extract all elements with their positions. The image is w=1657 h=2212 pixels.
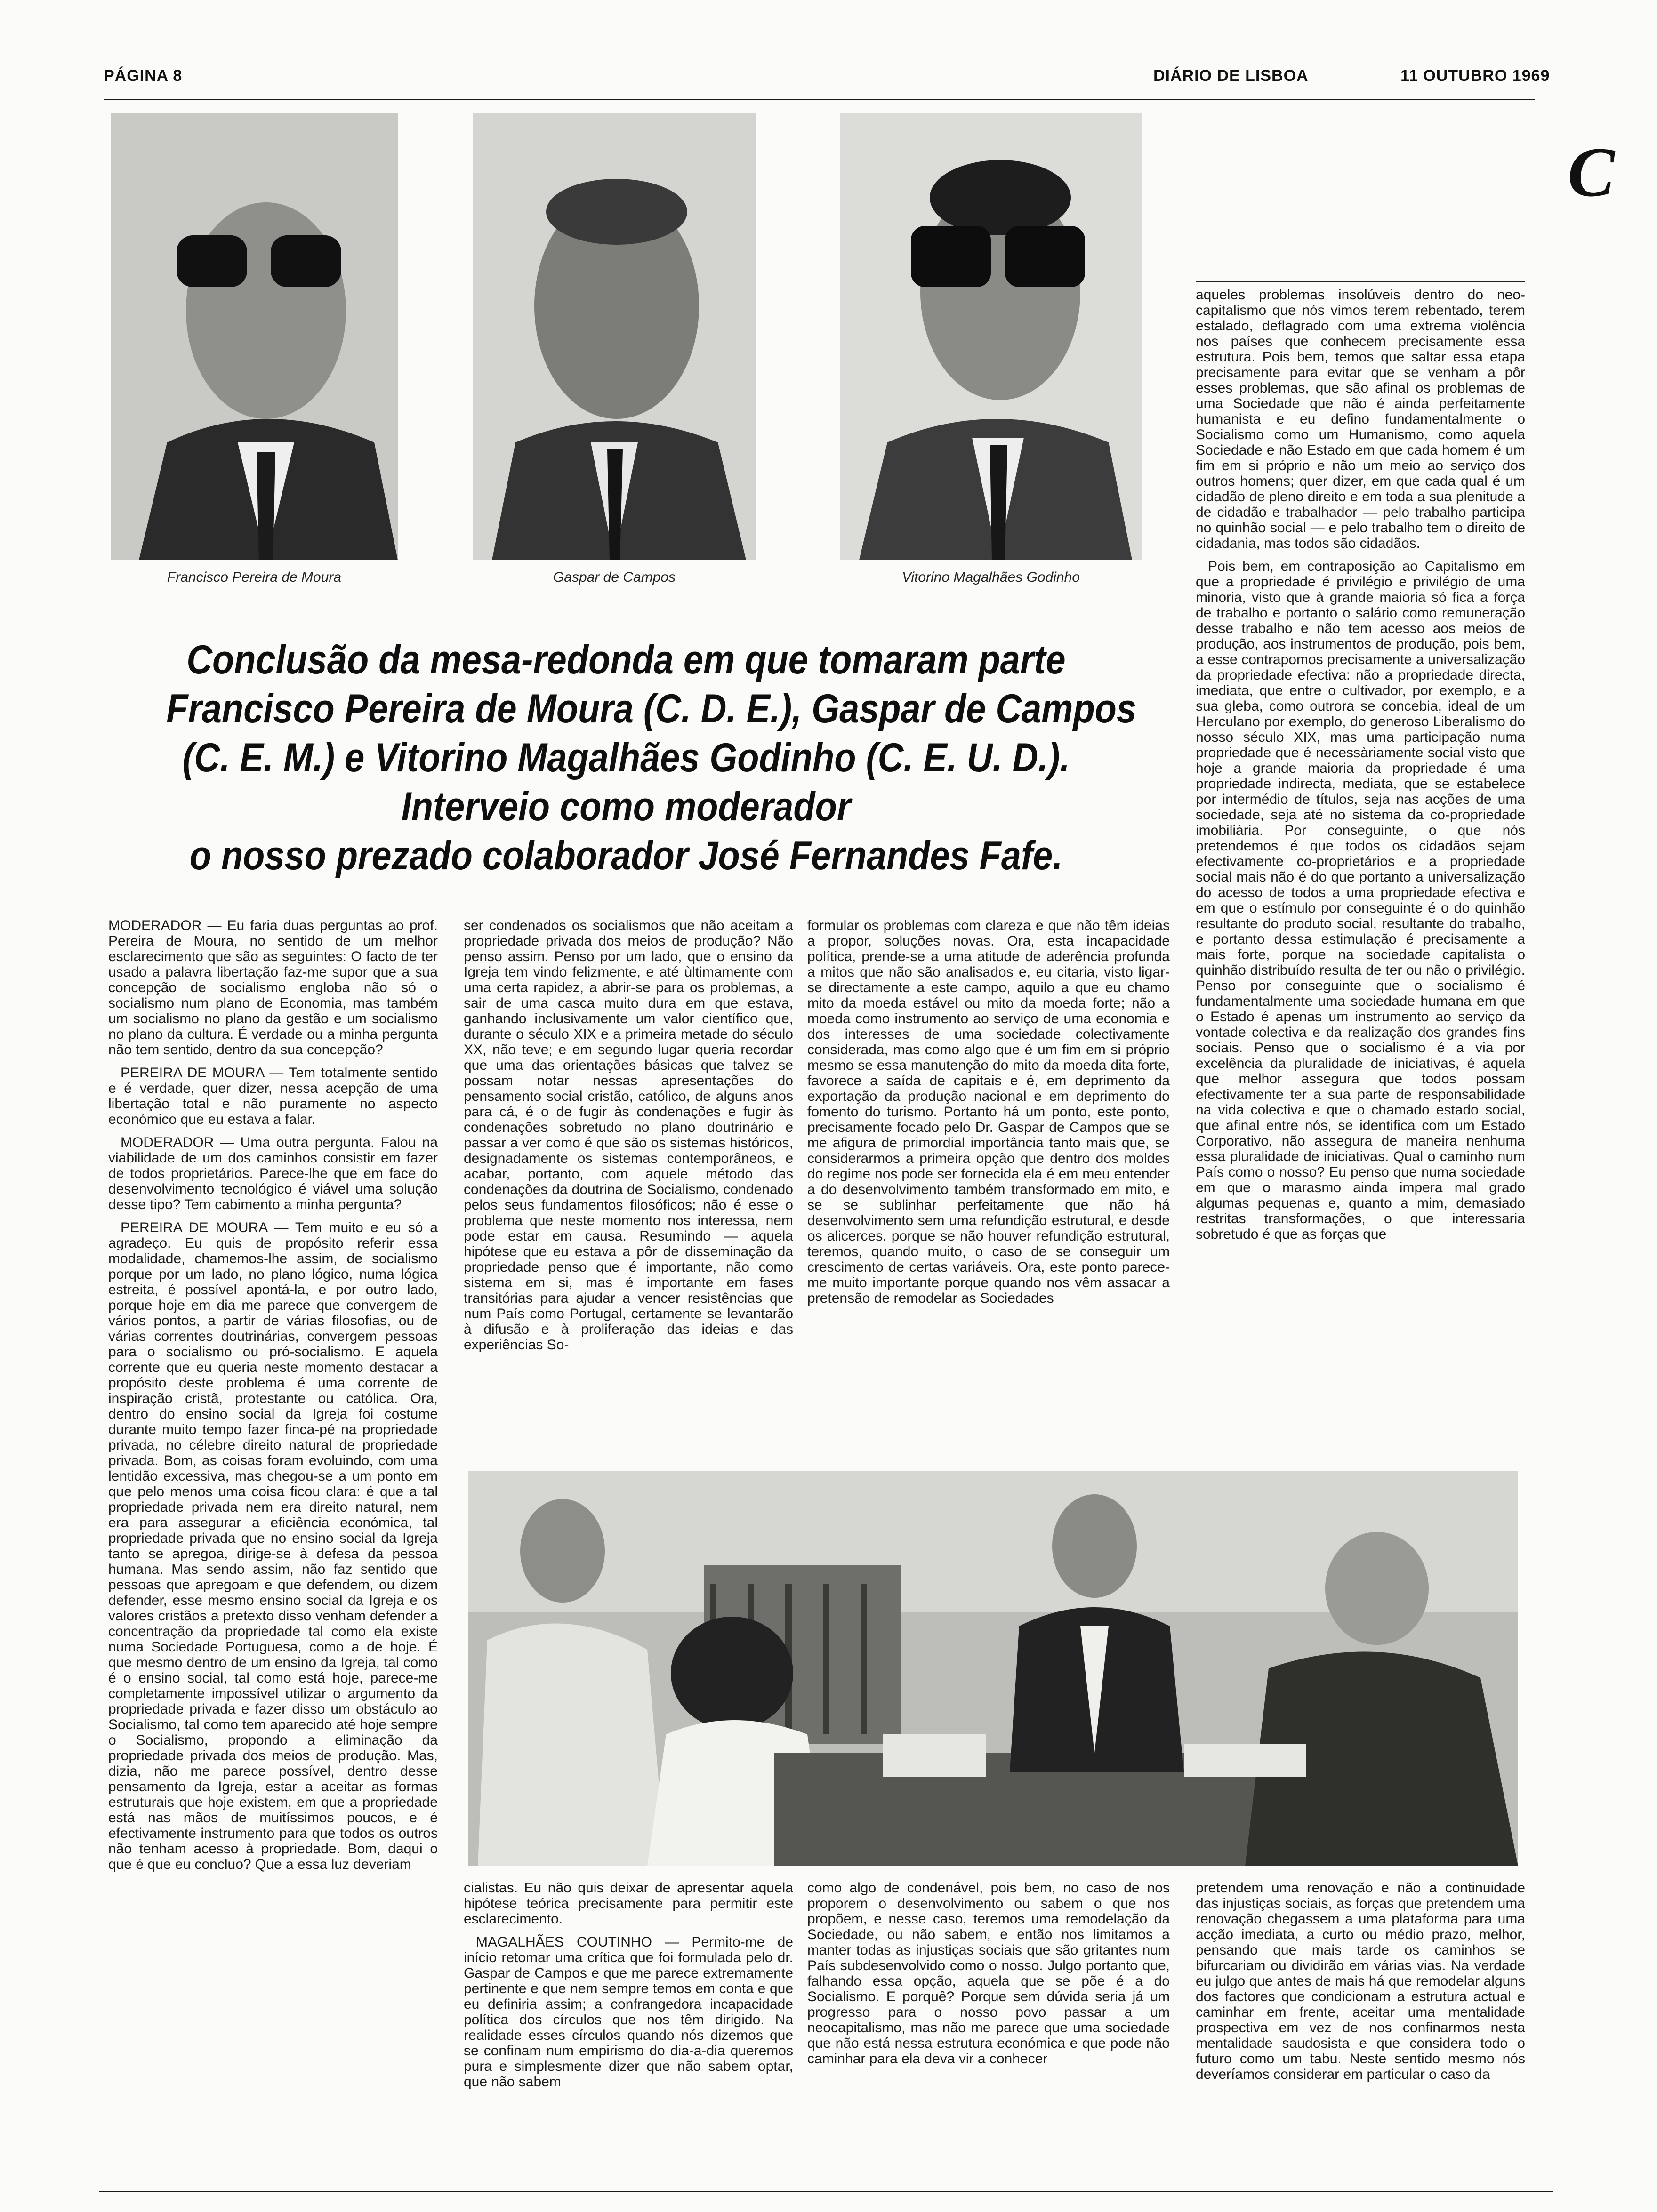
portrait-photo-moura [111,113,398,560]
portrait-caption-godinho: Vitorino Magalhães Godinho [901,569,1080,585]
article-column-4-continued [1196,1880,1525,2177]
portrait-photo-godinho [840,113,1142,560]
paragraph: formular os problemas com clareza e que não têm ideias a propor, soluções novas. Ora, esta incapacidade política, prende-se a uma atitude de aderência profunda a mitos que não são analisados e, eu citaria, visto ligar-se directamente a este campo, aquilo a que eu chamo mito da moeda estável ou mito da moeda forte; não a moeda como instrumento ao serviço de uma economia e dos interesses de uma sociedade colectivamente considerada, mas como algo que é um fim em si próprio mesmo se essa manutenção do mito da moeda dita forte, favorece a saída de capitais e é, em deprimento da exportação da produção nacional e em deprimento do fomento do turismo. Portanto há um ponto, este ponto, precisamente focado pelo Dr. Gaspar de Campos que se me afigura de primordial importância tanto mais que, se considerarmos a primeira opção que dentro dos moldes do regime nos pode ser fornecida ela é em meu entender a do desenvolvimento também transformado em mito, e se se sublinhar perfeitamente que não há desenvolvimento sem uma refundição estrutural, e desde os alicerces, porque se não houver refundição estrutural, teremos, quando muito, o caso de se conseguir um crescimento de certas variáveis. Ora, este ponto parece-me muito importante porque quando nos vêm assacar a pretensão de remodelar as Sociedades [807,918,1170,1306]
headline-line: (C. E. M.) e Vitorino Magalhães Godinho (C. E. U. D.). [182,735,1070,780]
article-column-4 [1196,287,1525,1450]
paragraph: MAGALHÃES COUTINHO — Permito-me de início retomar uma crítica que foi formulada pelo dr. Gaspar de Campos e que me parece extremamente pertinente e que nem sempre temos em conta e que eu definiria assim; a confrangedora incapacidade política dos círculos que nos têm dirigido. Na realidade esses círculos quando nós dizemos que se confinam num empirismo do dia-a-dia queremos pura e simplesmente dizer que não sabem optar, que não sabem [464,1934,793,2090]
paragraph: PEREIRA DE MOURA — Tem muito e eu só a agradeço. Eu quis de propósito referir essa modalidade, chamemos-lhe assim, de socialismo porque por um lado, no plano lógico, numa lógica estreita, é possível apontá-la, e por outro lado, porque hoje em dia me parece que convergem de vários pontos, a partir de várias filosofias, ou de várias correntes doutrinárias, convergem pessoas para o socialismo ou pró-socialismo. E aquela corrente que eu queria neste momento destacar a propósito deste problema é uma corrente de inspiração cristã, protestante ou católica. Ora, dentro do ensino social da Igreja foi costume durante muito tempo fazer finca-pé na propriedade privada, no célebre direito natural de propriedade privada. Bom, as coisas foram evoluindo, com uma lentidão excessiva, mas chegou-se a um ponto em que pelo menos uma coisa ficou clara: é que a tal propriedade privada nem era direito natural, nem era para assegurar a eficiência económica, tal propriedade privada que no ensino social da Igreja tanto se apregoa, dirige-se à defesa da pessoa humana. Mas sendo assim, não faz sentido que pessoas que apregoam e que defendem, ou dizem defender, esse mesmo ensino social da Igreja e os valores cristãos a pretexto disso venham defender a concentração da propriedade tal como ela existe numa Sociedade Portuguesa, como a de hoje. É que mesmo dentro de um ensino da Igreja, tal como é o ensino social, tal como está hoje, parece-me completamente impossível utilizar o argumento da propriedade privada e fazer disso um obstáculo ao Socialismo, tal como tem aparecido até hoje sempre o Socialismo, propondo a eliminação da propriedade privada dos meios de produção. Mas, dizia, não me parece possível, dentro desse pensamento da Igreja, estar a aceitar as formas estruturais que hoje existem, em que a propriedade está nas mãos de muitíssimos poucos, e é efectivamente instrumento para que todos os outros não tenham acesso à propriedade. Bom, daqui o que é que eu concluo? Que a essa luz deveriam [108,1220,438,1872]
article-column-1 [108,918,438,2174]
article-headline [166,635,1137,880]
portrait-photo-campos [473,113,756,560]
headline-line: Conclusão da mesa-redonda em que tomaram parte [186,637,1066,682]
paragraph: como algo de condenável, pois bem, no caso de nos proporem o desenvolvimento ou sabem o que nos propõem, e nesse caso, teremos uma remodelação da Sociedade, ou não sabem, e então nos limitamos a manter todas as injustiças sociais que são gritantes num País subdesenvolvido como o nosso. Julgo portanto que, falhando essa opção, aquela que se põe é a do Socialismo. E porquê? Porque sem dúvida seria já um progresso para o nosso povo passar a um neocapitalismo, mas não me parece que uma sociedade que não está nessa estrutura económica e que pode não caminhar para ela deva vir a conhecer [807,1880,1170,2067]
headline-line: Interveio como moderador [401,784,851,829]
paragraph: cialistas. Eu não quis deixar de apresentar aquela hipótese teórica precisamente para permitir este esclarecimento. [464,1880,793,1927]
paragraph: aqueles problemas insolúveis dentro do neo-capitalismo que nós vimos terem rebentado, terem estalado, deflagrado com uma extrema violência nos países que conhecem precisamente essa estrutura. Pois bem, temos que saltar essa etapa precisamente para evitar que se venham a pôr esses problemas, que são afinal os problemas de uma Sociedade que não é ainda perfeitamente humanista e eu defino fundamentalmente o Socialismo como um Humanismo, como aquela Sociedade e não Estado em que cada homem é um fim em si próprio e não um meio ao serviço dos outros homens; quer dizer, em que cada qual é um cidadão de pleno direito e em toda a sua plenitude a de cidadão e trabalhador — pelo trabalho participa no quinhão social — e pelo trabalho tem o direito de cidadania, mas todos são cidadãos. [1196,287,1525,551]
adjacent-page-fragment: C [1568,133,1615,211]
page-number: PÁGINA 8 [104,67,183,85]
paragraph: Pois bem, em contraposição ao Capitalismo em que a propriedade é privilégio e privilégio de uma minoria, visto que à grande maioria só fica a força de trabalho e portanto o salário como remuneração desse trabalho e não tem acesso aos meios de produção, aos instrumentos de produção, pois bem, a esse contrapomos precisamente a universalização da propriedade efectiva: não a propriedade directa, imediata, que entre o cultivador, por exemplo, e a sua gleba, como outrora se concebia, ideal de um Herculano por exemplo, do generoso Liberalismo do nosso século XIX, mas uma participação numa propriedade que é necessàriamente social visto que hoje a grande maioria da propriedade é uma propriedade indirecta, mediata, que se estabelece por intermédio de títulos, seja nas acções de uma sociedade, seja até no sistema da co-propriedade imobiliária. Por conseguinte, o que nós pretendemos é que todos os cidadãos sejam efectivamente co-proprietários e a propriedade social mais não é do que portanto a universalização do acesso de todos a uma propriedade efectiva e em que o estímulo por conseguinte é o do quinhão resultante do produto social, resultante do trabalho, e portanto dessa estimulação é precisamente a mais forte, porque na sociedade capitalista o quinhão distribuído resulta de ter ou não o privilégio. Penso por conseguinte que o socialismo é fundamentalmente uma sociedade humana em que o Estado é apenas um instrumento ao serviço da vontade colectiva e da realização dos grandes fins sociais. Penso que o socialismo é a via por excelência da pluralidade de iniciativas, é aquela que melhor assegura que todos possam efectivamente ter a sua parte de responsabilidade na vida colectiva e que o chamado estado social, que afinal entre nós, se identifica com um Estado Corporativo, não assegura de maneira nenhuma essa pluralidade de iniciativas. Qual o caminho num País como o nosso? Eu penso que numa sociedade em que o marasmo ainda impera mal grado algumas pequenas e, quanto a mim, demasiado restritas transformações, o que interessaria sobretudo é que as forças que [1196,559,1525,1242]
paragraph: MODERADOR — Uma outra pergunta. Falou na viabilidade de um dos caminhos consistir em fazer de todos proprietários. Parece-lhe que em face do desenvolvimento tecnológico é viável uma solução desse tipo? Tem cabimento a minha pergunta? [108,1135,438,1212]
headline-line: Francisco Pereira de Moura (C. D. E.), Gaspar de Campos [166,686,1137,731]
article-column-3 [807,918,1170,1450]
paragraph: PEREIRA DE MOURA — Tem totalmente sentido e é verdade, quer dizer, nessa acepção de uma libertação total e não puramente no aspecto económico que eu estava a falar. [108,1065,438,1127]
headline-line: o nosso prezado colaborador José Fernandes Fafe. [189,833,1063,878]
paragraph: MODERADOR — Eu faria duas perguntas ao prof. Pereira de Moura, no sentido de um melhor esclarecimento que são as seguintes: O facto de ter usado a palavra libertação faz-me supor que a sua concepção de socialismo engloba não só o socialismo num plano de Economia, mas também um socialismo no plano da gestão e um socialismo no plano da cultura. É verdade ou a minha pergunta não tem sentido, dentro da sua concepção? [108,918,438,1058]
paragraph: pretendem uma renovação e não a continuidade das injustiças sociais, as forças que pretendem uma renovação chegassem a uma plataforma para uma acção imediata, a curto ou médio prazo, melhor, pensando que mais tarde os caminhos se bifurcariam ou dividirão em várias vias. Na verdade eu julgo que antes de mais há que remodelar alguns dos factores que condicionam a estrutura actual e caminhar em frente, aceitar uma mentalidade prospectiva em vez de nos confinarmos nesta mentalidade saudosista e que considera todo o futuro como um tabu. Neste sentido mesmo nós deveríamos considerar em particular o caso da [1196,1880,1525,2082]
column-top-rule [1196,281,1525,282]
article-column-2-continued [464,1880,793,2177]
roundtable-group-photo [468,1471,1518,1866]
footer-rule [99,2191,1553,2192]
header-rule [104,99,1535,100]
article-column-2 [464,918,793,1450]
portrait-caption-moura: Francisco Pereira de Moura [167,569,342,585]
portrait-caption-campos: Gaspar de Campos [553,569,676,585]
article-column-3-continued [807,1880,1170,2177]
paragraph: ser condenados os socialismos que não aceitam a propriedade privada dos meios de produção? Não penso assim. Penso por um lado, que o ensino da Igreja tem vindo felizmente, e até ùltimamente com uma certa rapidez, a abrir-se para os problemas, a sair de uma casca muito dura em que estava, ganhando inclusivamente um valor científico que, durante o século XIX e a primeira metade do século XX, não teve; e em segundo lugar queria recordar que uma das orientações básicas que talvez se possam notar nessas apresentações do pensamento social cristão, católico, de alguns anos para cá, é o de fugir às condenações e fugir às condenações sobretudo no plano doutrinário e passar a ver como é que são os sistemas históricos, designadamente os sistemas contemporâneos, e acabar, portanto, com aquele método das condenações da doutrina de Socialismo, condenado pelos seus fundamentos filosóficos; não é esse o problema que neste momento nos interessa, nem pode estar em causa. Resumindo — aquela hipótese que eu estava a pôr de disseminação da propriedade penso que é importante, não como sistema em si, mas é importante em fases transitórias para ajudar a vencer resistências que num País como Portugal, certamente se levantarão à difusão e à proliferação das ideias e das experiências So- [464,918,793,1353]
issue-date: 11 OUTUBRO 1969 [1400,67,1550,85]
newspaper-name: DIÁRIO DE LISBOA [1153,67,1309,85]
